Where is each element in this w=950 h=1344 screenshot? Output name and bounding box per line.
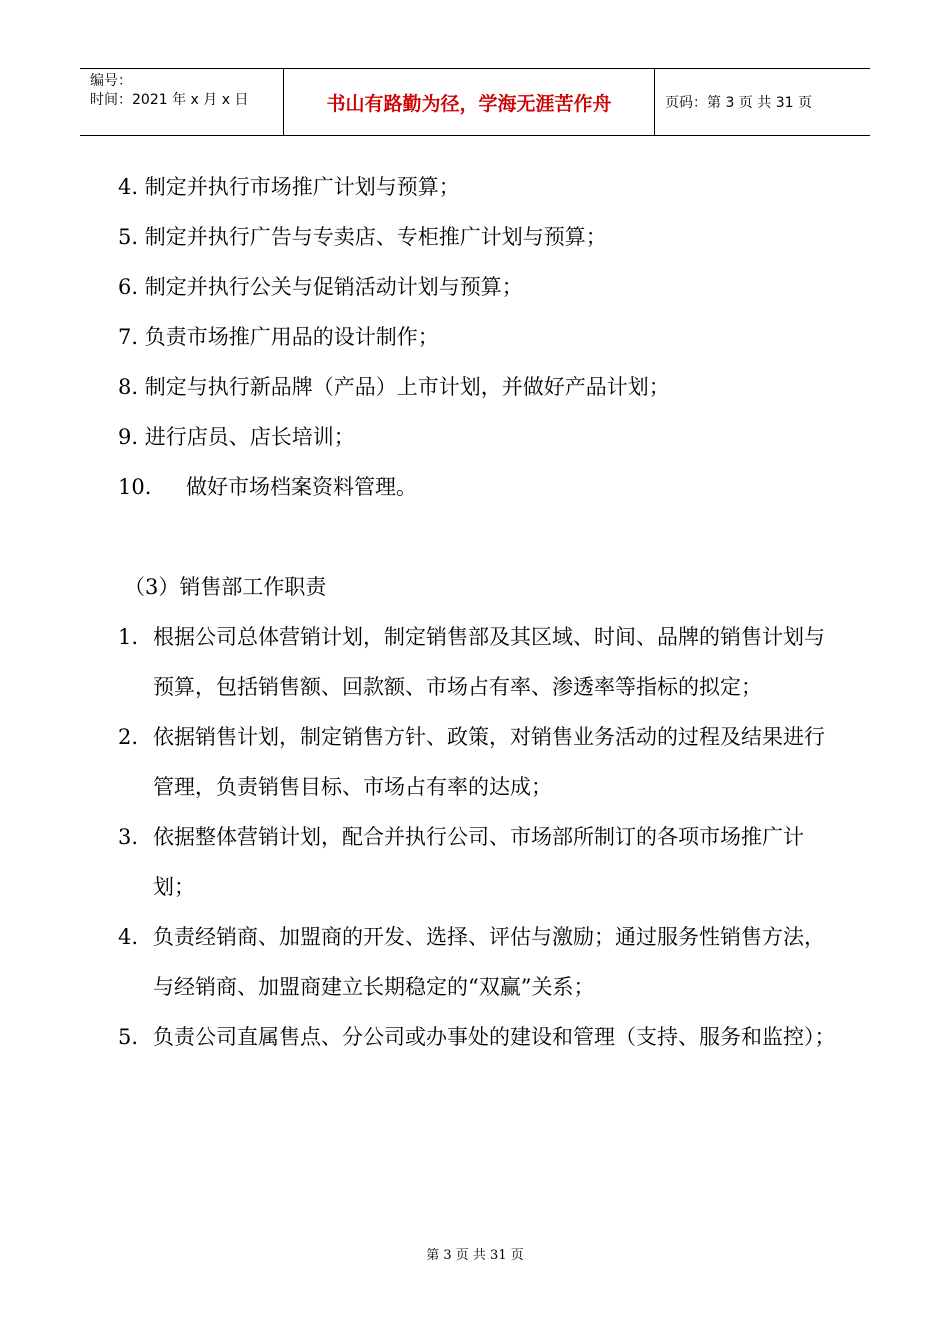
header-page-info: 页码：第 3 页 共 31 页 xyxy=(665,95,812,111)
list-item: 8. 制定与执行新品牌（产品）上市计划，并做好产品计划； xyxy=(118,375,670,399)
list-item: 5. 制定并执行广告与专卖店、专柜推广计划与预算； xyxy=(118,225,607,249)
header-motto: 书山有路勤为径，学海无涯苦作舟 xyxy=(283,69,655,135)
list-item: 4. 负责经销商、加盟商的开发、选择、评估与激励；通过服务性销售方法，与经销商、加盟商建立长期稳定的“双赢”关系； xyxy=(118,925,825,999)
document-body xyxy=(118,162,838,1062)
page-footer: 第 3 页 共 31 页 xyxy=(426,1248,524,1263)
list-item: 7. 负责市场推广用品的设计制作； xyxy=(118,325,439,349)
section-title: （3）销售部工作职责 xyxy=(124,575,327,599)
list-item: 1. 根据公司总体营销计划，制定销售部及其区域、时间、品牌的销售计划与预算，包括销售额、回款额、市场占有率、渗透率等指标的拟定； xyxy=(118,625,825,699)
list-item: 4. 制定并执行市场推广计划与预算； xyxy=(118,175,460,199)
page-header xyxy=(80,68,870,136)
list-item: 6. 制定并执行公关与促销活动计划与预算； xyxy=(118,275,523,299)
list-item: 10. 做好市场档案资料管理。 xyxy=(118,475,417,499)
time-label: 时间：2021 年 x 月 x 日 xyxy=(90,92,249,108)
list-item: 2. 依据销售计划，制定销售方针、政策，对销售业务活动的过程及结果进行管理，负责销售目标、市场占有率的达成； xyxy=(118,725,825,799)
list-item: 5. 负责公司直属售点、分公司或办事处的建设和管理（支持、服务和监控）； xyxy=(118,1025,836,1049)
header-meta xyxy=(80,69,283,135)
code-label: 编号： xyxy=(90,73,132,89)
list-item: 9. 进行店员、店长培训； xyxy=(118,425,355,449)
list-item: 3. 依据整体营销计划，配合并执行公司、市场部所制订的各项市场推广计划； xyxy=(118,825,804,899)
